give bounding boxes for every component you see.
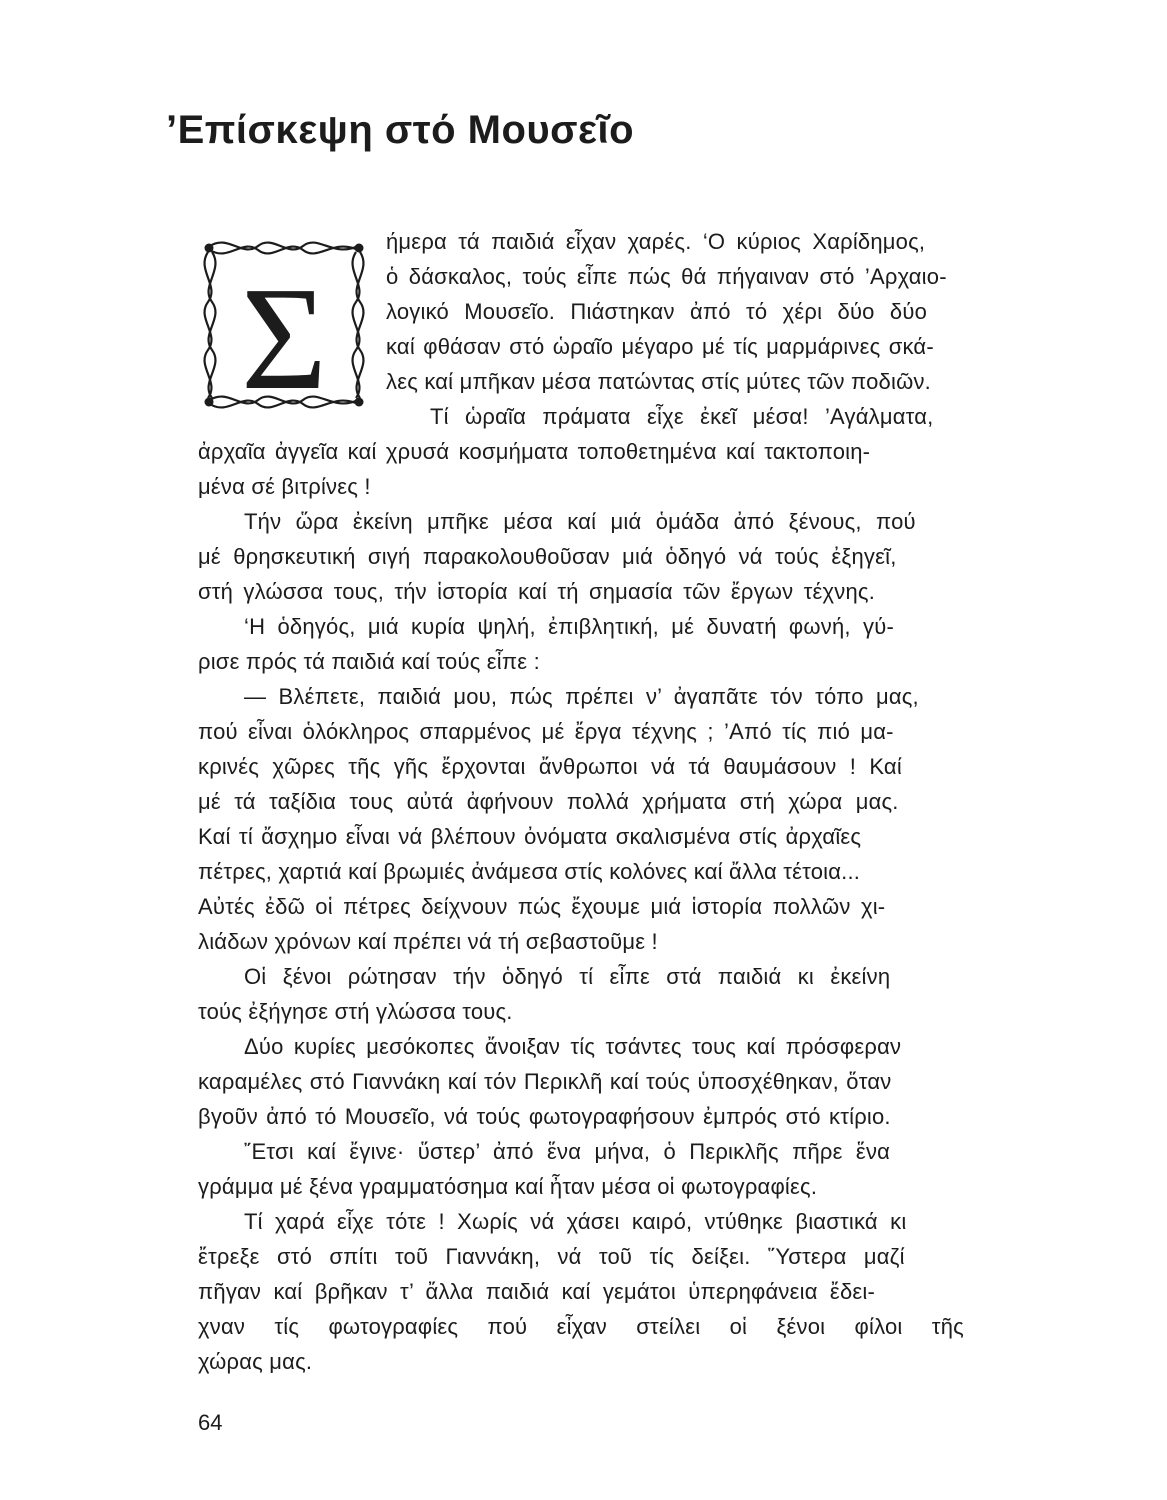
text-line: λογικό Μουσεῖο. Πιάστηκαν ἀπό τό χέρι δύο δύο bbox=[386, 299, 928, 324]
text-line: Τί χαρά εἶχε τότε ! Χωρίς νά χάσει καιρό, ντύθηκε βιαστικά κι bbox=[244, 1209, 907, 1234]
text-line: τούς ἐξήγησε στή γλώσσα τους. bbox=[198, 999, 513, 1024]
text-line: χώρας μας. bbox=[198, 1349, 313, 1374]
text-line: χναν τίς φωτογραφίες πού εἶχαν στείλει οἱ ξένοι φίλοι τῆς bbox=[198, 1314, 964, 1339]
text-line: Τί ὡραῖα πράματα εἶχε ἐκεῖ μέσα! ’Αγάλματα, bbox=[430, 404, 934, 429]
text-line: μέ θρησκευτική σιγή παρακολουθοῦσαν μιά ὁδηγό νά τούς ἐξηγεῖ, bbox=[198, 544, 897, 569]
text-line: λες καί μπῆκαν μέσα πατώντας στίς μύτες τῶν ποδιῶν. bbox=[386, 369, 931, 394]
text-line: ἔτρεξε στό σπίτι τοῦ Γιαννάκη, νά τοῦ τίς δείξει. ῞Υστερα μαζί bbox=[198, 1244, 905, 1269]
text-line: γράμμα μέ ξένα γραμματόσημα καί ἦταν μέσα οἱ φωτογραφίες. bbox=[198, 1174, 818, 1199]
text-line: πέτρες, χαρτιά καί βρωμιές ἀνάμεσα στίς κολόνες καί ἄλλα τέτοια... bbox=[198, 859, 861, 884]
text-line: ἀρχαῖα ἀγγεῖα καί χρυσά κοσμήματα τοποθετημένα καί τακτοποιη- bbox=[198, 439, 871, 464]
text-line: ήμερα τά παιδιά εἶχαν χαρές. ‘Ο κύριος Χαρίδημος, bbox=[386, 229, 926, 254]
page-number: 64 bbox=[198, 1410, 223, 1435]
text-line: Οἱ ξένοι ρώτησαν τήν ὁδηγό τί εἶπε στά παιδιά κι ἐκείνη bbox=[244, 964, 891, 989]
text-line: Τήν ὥρα ἐκείνη μπῆκε μέσα καί μιά ὁμάδα ἀπό ξένους, πού bbox=[244, 509, 916, 534]
text-line: ‘Η ὁδηγός, μιά κυρία ψηλή, ἐπιβλητική, μέ δυνατή φωνή, γύ- bbox=[244, 614, 894, 639]
text-line: λιάδων χρόνων καί πρέπει νά τή σεβαστοῦμε ! bbox=[198, 929, 658, 954]
text-line: στή γλώσσα τους, τήν ἱστορία καί τή σημασία τῶν ἔργων τέχνης. bbox=[198, 579, 876, 604]
text-line: πῆγαν καί βρῆκαν τ’ ἄλλα παιδιά καί γεμάτοι ὑπερηφάνεια ἔδει- bbox=[198, 1279, 876, 1304]
text-line: ῎Ετσι καί ἔγινε· ὕστερ’ ἀπό ἕνα μήνα, ὁ Περικλῆς πῆρε ἕνα bbox=[244, 1139, 891, 1164]
text-line: μέ τά ταξίδια τους αὐτά ἀφήνουν πολλά χρήματα στή χώρα μας. bbox=[198, 789, 899, 814]
text-line: καί φθάσαν στό ὡραῖο μέγαρο μέ τίς μαρμάρινες σκά- bbox=[386, 334, 934, 359]
text-line: μένα σέ βιτρίνες ! bbox=[198, 474, 371, 499]
text-line: ρισε πρός τά παιδιά καί τούς εἶπε : bbox=[198, 649, 540, 674]
text-line: Δύο κυρίες μεσόκοπες ἄνοιξαν τίς τσάντες τους καί πρόσφεραν bbox=[244, 1034, 902, 1059]
text-line: βγοῦν ἀπό τό Μουσεῖο, νά τούς φωτογραφήσουν ἐμπρός στό κτίριο. bbox=[198, 1104, 891, 1129]
text-line: — Βλέπετε, παιδιά μου, πώς πρέπει ν’ ἀγαπᾶτε τόν τόπο μας, bbox=[244, 684, 919, 709]
text-line: Αὐτές ἐδῶ οἱ πέτρες δείχνουν πώς ἔχουμε μιά ἱστορία πολλῶν χι- bbox=[198, 894, 886, 919]
drop-cap-letter: Σ bbox=[240, 257, 328, 414]
decorative-drop-cap bbox=[198, 236, 370, 414]
text-line: κρινές χῶρες τῆς γῆς ἔρχονται ἄνθρωποι νά τά θαυμάσουν ! Καί bbox=[198, 754, 902, 779]
text-line: Καί τί ἄσχημο εἶναι νά βλέπουν ὀνόματα σκαλισμένα στίς ἀρχαῖες bbox=[198, 824, 862, 849]
text-line: ὁ δάσκαλος, τούς εἶπε πώς θά πήγαιναν στό ’Αρχαιο- bbox=[386, 264, 947, 289]
page-title: ’Επίσκεψη στό Μουσεῖο bbox=[166, 108, 635, 152]
text-line: καραμέλες στό Γιαννάκη καί τόν Περικλῆ καί τούς ὑποσχέθηκαν, ὅταν bbox=[198, 1069, 892, 1094]
text-line: πού εἶναι ὁλόκληρος σπαρμένος μέ ἔργα τέχνης ; ’Από τίς πιό μα- bbox=[198, 719, 894, 744]
